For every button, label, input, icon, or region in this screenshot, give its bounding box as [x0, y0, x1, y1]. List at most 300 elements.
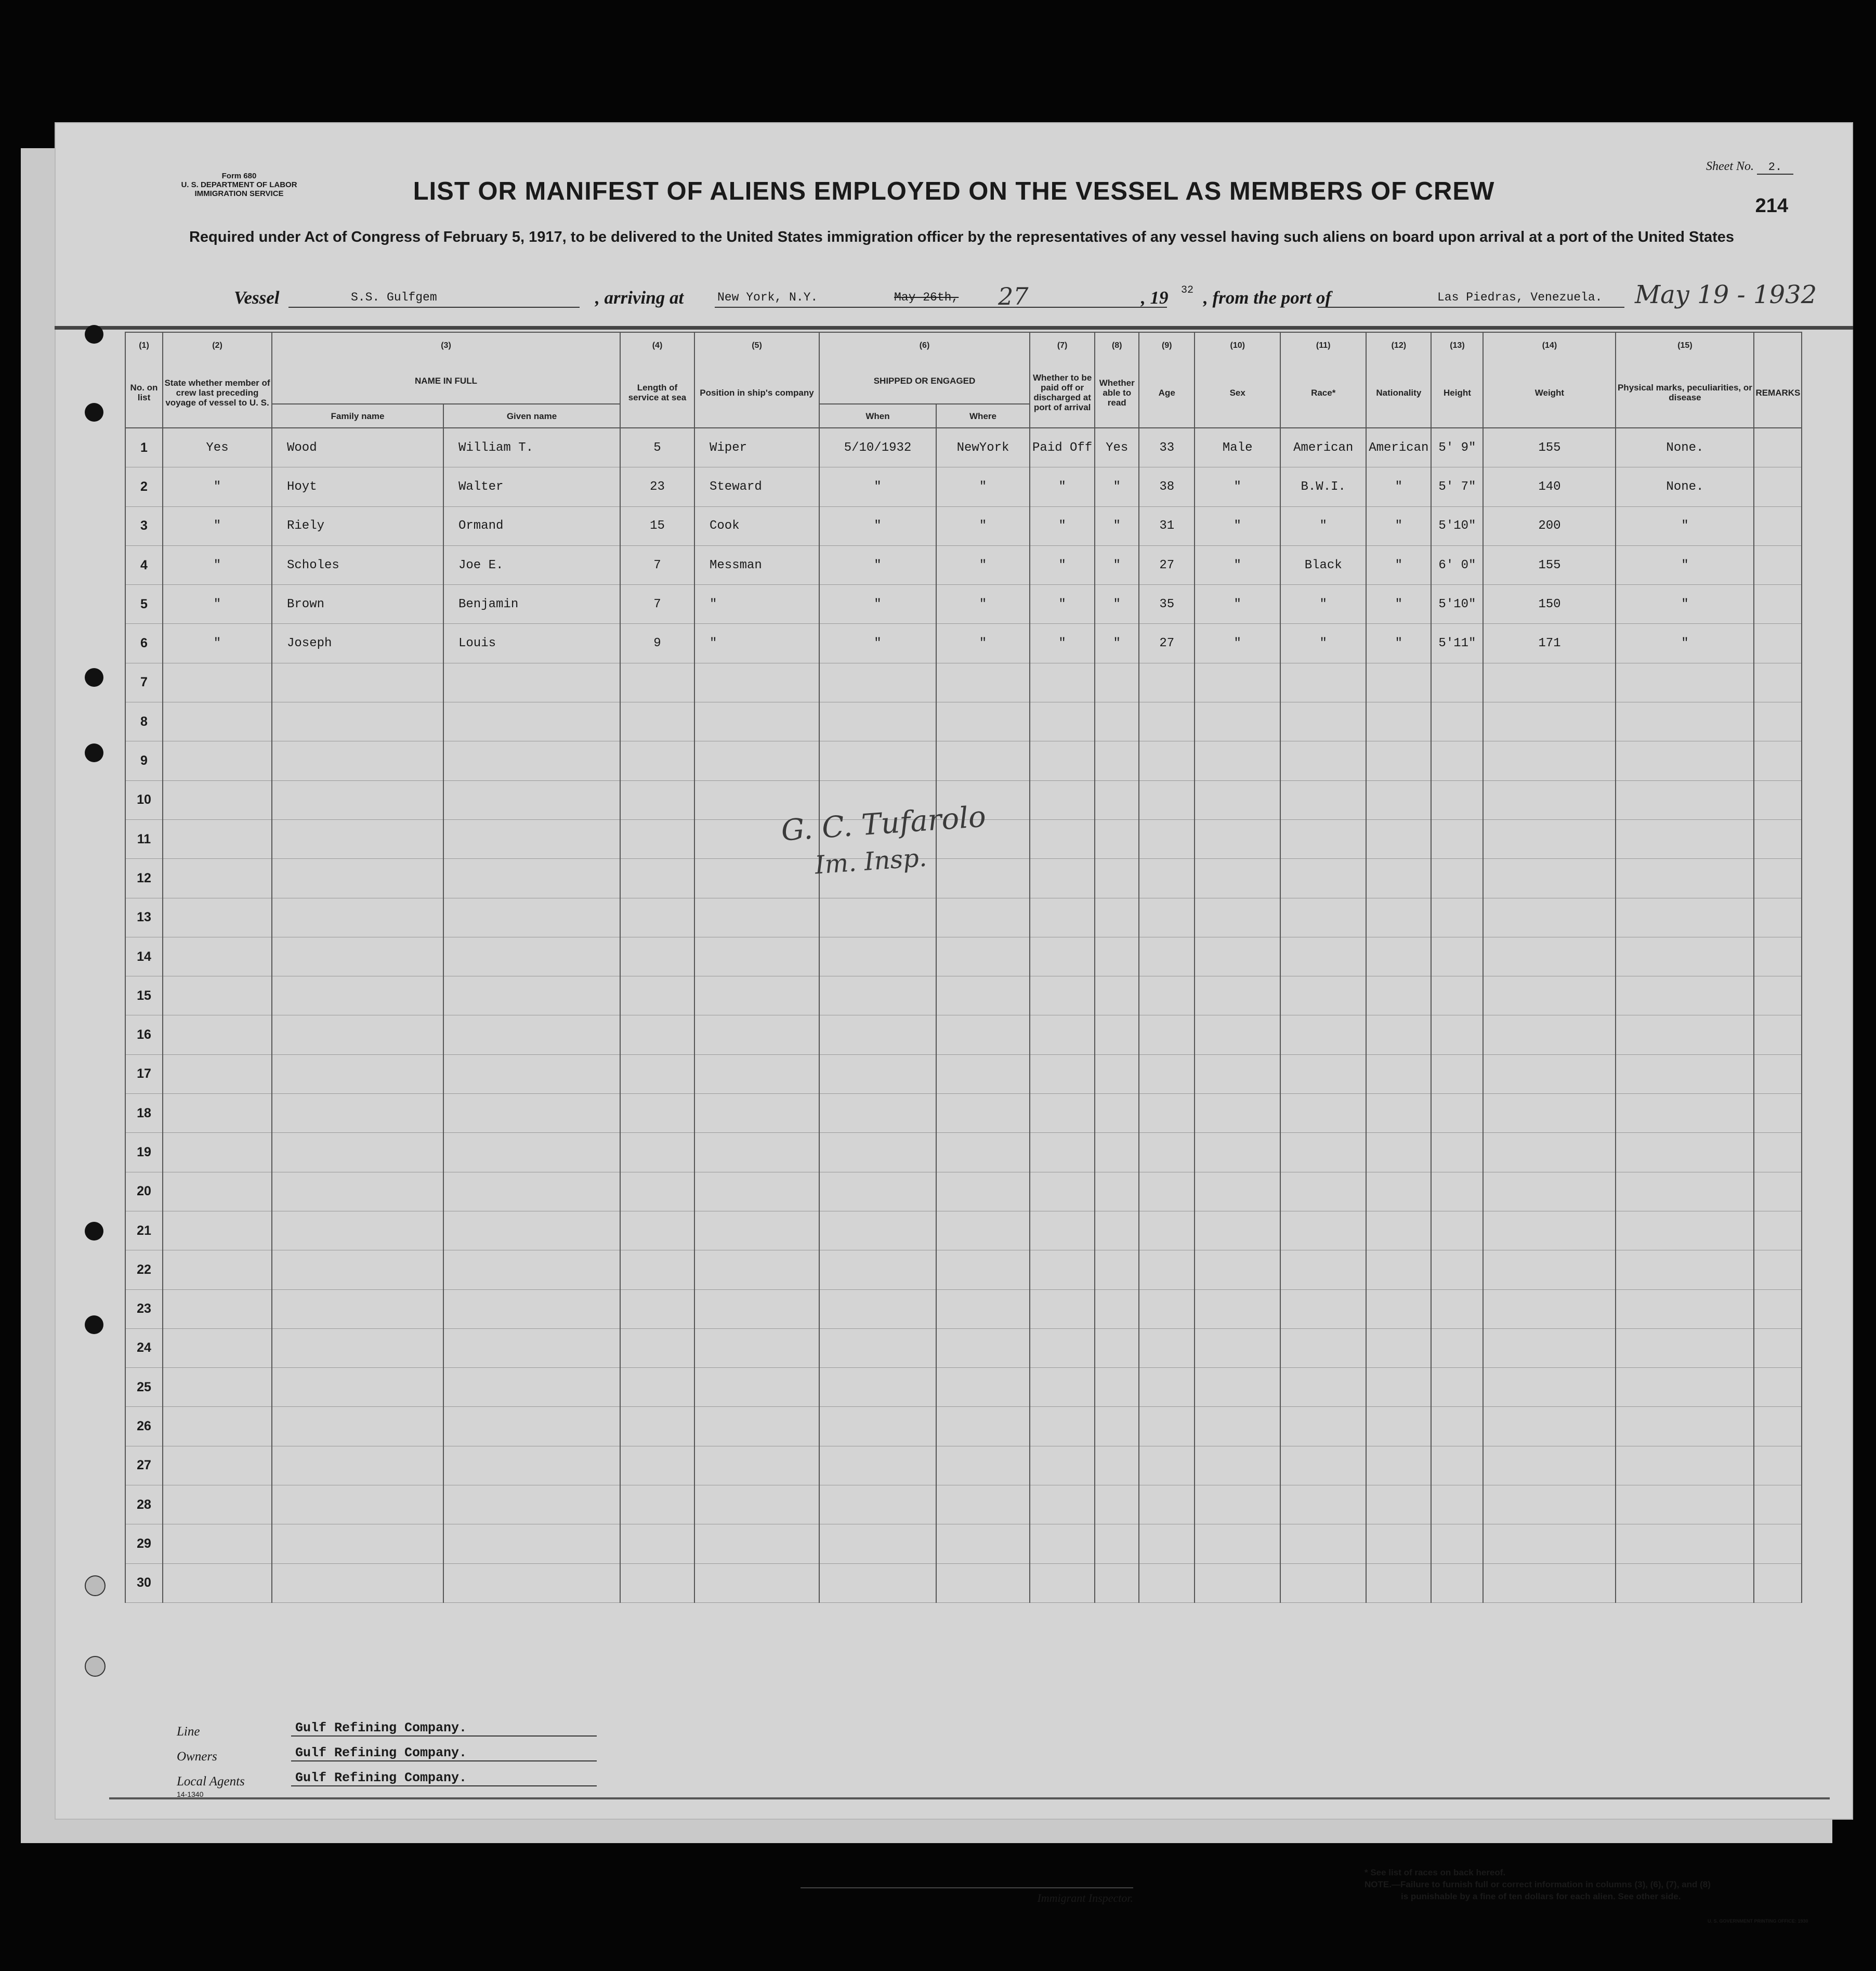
table-row — [125, 1563, 1802, 1602]
age-cell: 27 — [1139, 624, 1195, 663]
paid-off-cell — [1030, 937, 1095, 976]
shipped-when-cell: " — [819, 545, 936, 584]
shipped-when-cell: 5/10/1932 — [819, 428, 936, 467]
age-cell — [1139, 1563, 1195, 1602]
weight-cell — [1483, 1133, 1616, 1172]
arriving-label: , arriving at — [595, 288, 684, 308]
paid-off-cell — [1030, 1250, 1095, 1289]
weight-cell — [1483, 1250, 1616, 1289]
position-cell: " — [694, 624, 819, 663]
given-name-cell — [443, 780, 620, 819]
shipped-where-cell — [936, 1524, 1030, 1563]
nationality-cell — [1366, 1289, 1431, 1328]
height-cell — [1431, 976, 1483, 1015]
signature-name: G. C. Tufarolo — [780, 800, 987, 848]
date-underline — [938, 307, 1167, 308]
position-cell: " — [694, 585, 819, 624]
table-row — [125, 741, 1802, 780]
vessel-label: Vessel — [234, 288, 280, 308]
given-name-cell — [443, 1407, 620, 1446]
given-name-cell — [443, 663, 620, 702]
physical-marks-cell — [1616, 1211, 1754, 1250]
shipped-when-cell — [819, 898, 936, 937]
sex-cell — [1195, 976, 1280, 1015]
family-name-cell — [272, 1407, 443, 1446]
col-num-1: (1) — [125, 332, 163, 358]
length-of-service-cell — [620, 819, 694, 858]
owners-value: Gulf Refining Company. — [291, 1745, 597, 1761]
height-cell: 5'10" — [1431, 585, 1483, 624]
length-of-service-cell: 23 — [620, 467, 694, 506]
length-of-service-cell — [620, 1250, 694, 1289]
shipped-when-cell — [819, 1563, 936, 1602]
agents-value: Gulf Refining Company. — [291, 1770, 597, 1786]
able-to-read-cell — [1095, 1250, 1139, 1289]
race-cell: Black — [1280, 545, 1366, 584]
shipped-where-cell: " — [936, 624, 1030, 663]
position-cell — [694, 1485, 819, 1524]
note-penalty-2: is punishable by a fine of ten dollars for each alien. See other side. — [1401, 1891, 1681, 1901]
age-cell: 27 — [1139, 545, 1195, 584]
family-name-cell — [272, 1054, 443, 1093]
height-cell — [1431, 1054, 1483, 1093]
sex-cell — [1195, 663, 1280, 702]
age-cell — [1139, 663, 1195, 702]
arrival-date-handwritten: 27 — [998, 282, 1029, 310]
family-name-cell — [272, 1015, 443, 1054]
paid-off-cell — [1030, 976, 1095, 1015]
weight-cell — [1483, 663, 1616, 702]
row-number-cell: 10 — [125, 780, 163, 819]
row-number-cell: 1 — [125, 428, 163, 467]
vessel-name: S.S. Gulfgem — [351, 291, 437, 304]
race-cell: American — [1280, 428, 1366, 467]
row-number-cell: 15 — [125, 976, 163, 1015]
sex-cell: " — [1195, 506, 1280, 545]
sex-cell — [1195, 1446, 1280, 1485]
col-num-6: (6) — [819, 332, 1030, 358]
col-num-11: (11) — [1280, 332, 1366, 358]
table-row — [125, 976, 1802, 1015]
shipped-where-cell — [936, 663, 1030, 702]
weight-cell — [1483, 976, 1616, 1015]
row-number-cell: 20 — [125, 1172, 163, 1211]
able-to-read-cell — [1095, 976, 1139, 1015]
row-number-cell: 3 — [125, 506, 163, 545]
given-name-cell — [443, 1133, 620, 1172]
weight-cell — [1483, 1328, 1616, 1367]
position-cell — [694, 1211, 819, 1250]
shipped-when-cell — [819, 1446, 936, 1485]
age-cell — [1139, 1485, 1195, 1524]
weight-cell: 200 — [1483, 506, 1616, 545]
page-title: LIST OR MANIFEST OF ALIENS EMPLOYED ON THE VESSEL AS MEMBERS OF CREW — [413, 177, 1495, 205]
shipped-when-cell — [819, 741, 936, 780]
length-of-service-cell — [620, 1563, 694, 1602]
race-cell: B.W.I. — [1280, 467, 1366, 506]
able-to-read-cell — [1095, 741, 1139, 780]
physical-marks-cell — [1616, 702, 1754, 741]
previous-voyage-cell — [163, 937, 272, 976]
length-of-service-cell — [620, 1328, 694, 1367]
given-name-cell — [443, 1094, 620, 1133]
weight-cell: 171 — [1483, 624, 1616, 663]
height-cell — [1431, 741, 1483, 780]
given-name-cell — [443, 859, 620, 898]
race-cell — [1280, 1211, 1366, 1250]
shipped-where-cell: " — [936, 585, 1030, 624]
shipped-where-cell: " — [936, 467, 1030, 506]
nationality-cell — [1366, 1485, 1431, 1524]
position-cell — [694, 1015, 819, 1054]
age-cell — [1139, 780, 1195, 819]
sex-cell — [1195, 1172, 1280, 1211]
table-row — [125, 1172, 1802, 1211]
physical-marks-cell — [1616, 937, 1754, 976]
race-cell — [1280, 859, 1366, 898]
height-cell — [1431, 1446, 1483, 1485]
weight-cell — [1483, 1211, 1616, 1250]
remarks-cell — [1754, 428, 1802, 467]
table-row — [125, 1054, 1802, 1093]
sex-cell — [1195, 819, 1280, 858]
position-cell — [694, 1094, 819, 1133]
position-cell — [694, 1524, 819, 1563]
given-name-cell — [443, 741, 620, 780]
table-row — [125, 428, 1802, 467]
nationality-cell — [1366, 1054, 1431, 1093]
row-number-cell: 29 — [125, 1524, 163, 1563]
position-cell — [694, 976, 819, 1015]
nationality-cell — [1366, 1407, 1431, 1446]
given-name-cell — [443, 1485, 620, 1524]
position-cell — [694, 1289, 819, 1328]
family-name-cell: Riely — [272, 506, 443, 545]
remarks-cell — [1754, 1485, 1802, 1524]
header-physical: Physical marks, peculiarities, or disease — [1616, 358, 1754, 428]
paid-off-cell — [1030, 1289, 1095, 1328]
port-underline — [715, 307, 943, 308]
sex-cell — [1195, 1368, 1280, 1407]
length-of-service-cell: 5 — [620, 428, 694, 467]
sex-cell — [1195, 1328, 1280, 1367]
table-row — [125, 1368, 1802, 1407]
nationality-cell — [1366, 1094, 1431, 1133]
col-num-remarks — [1754, 332, 1802, 358]
position-cell — [694, 1250, 819, 1289]
shipped-when-cell — [819, 937, 936, 976]
header-weight: Weight — [1483, 358, 1616, 428]
able-to-read-cell — [1095, 663, 1139, 702]
nationality-cell — [1366, 1211, 1431, 1250]
previous-voyage-cell — [163, 1172, 272, 1211]
page-number: 214 — [1755, 195, 1788, 217]
family-name-cell: Scholes — [272, 545, 443, 584]
position-cell — [694, 1054, 819, 1093]
nationality-cell — [1366, 1172, 1431, 1211]
height-cell: 6' 0" — [1431, 545, 1483, 584]
remarks-cell — [1754, 780, 1802, 819]
length-of-service-cell: 7 — [620, 545, 694, 584]
row-number-cell: 4 — [125, 545, 163, 584]
nationality-cell: " — [1366, 545, 1431, 584]
footer-line-row — [177, 1720, 467, 1739]
age-cell — [1139, 702, 1195, 741]
shipped-where-cell: " — [936, 545, 1030, 584]
owners-label: Owners — [177, 1750, 217, 1764]
shipped-when-cell — [819, 976, 936, 1015]
paid-off-cell — [1030, 819, 1095, 858]
given-name-cell — [443, 1563, 620, 1602]
weight-cell: 140 — [1483, 467, 1616, 506]
table-row — [125, 624, 1802, 663]
position-cell: Steward — [694, 467, 819, 506]
position-cell: Cook — [694, 506, 819, 545]
from-label: , from the port of — [1203, 288, 1331, 308]
nationality-cell: American — [1366, 428, 1431, 467]
race-cell — [1280, 898, 1366, 937]
crew-table-body — [125, 428, 1802, 1602]
row-number-cell: 8 — [125, 702, 163, 741]
table-row — [125, 1094, 1802, 1133]
header-no-on-list: No. on list — [125, 358, 163, 428]
given-name-cell: Joe E. — [443, 545, 620, 584]
age-cell — [1139, 898, 1195, 937]
nationality-cell — [1366, 819, 1431, 858]
length-of-service-cell — [620, 898, 694, 937]
remarks-cell — [1754, 1407, 1802, 1446]
height-cell — [1431, 859, 1483, 898]
shipped-where-cell — [936, 1133, 1030, 1172]
height-cell — [1431, 1211, 1483, 1250]
shipped-where-cell — [936, 1563, 1030, 1602]
length-of-service-cell — [620, 663, 694, 702]
family-name-cell — [272, 741, 443, 780]
sex-cell — [1195, 1485, 1280, 1524]
col-num-8: (8) — [1095, 332, 1139, 358]
row-number-cell: 25 — [125, 1368, 163, 1407]
height-cell — [1431, 1328, 1483, 1367]
col-num-7: (7) — [1030, 332, 1095, 358]
col-num-13: (13) — [1431, 332, 1483, 358]
paid-off-cell — [1030, 702, 1095, 741]
from-underline — [1318, 307, 1624, 308]
height-cell: 5' 7" — [1431, 467, 1483, 506]
physical-marks-cell — [1616, 741, 1754, 780]
given-name-cell — [443, 937, 620, 976]
family-name-cell — [272, 1094, 443, 1133]
physical-marks-cell — [1616, 663, 1754, 702]
row-number-cell: 22 — [125, 1250, 163, 1289]
header-given-name: Given name — [443, 404, 620, 428]
position-cell — [694, 1328, 819, 1367]
given-name-cell: William T. — [443, 428, 620, 467]
nationality-cell: " — [1366, 624, 1431, 663]
remarks-cell — [1754, 1368, 1802, 1407]
shipped-when-cell — [819, 1094, 936, 1133]
header-last-voyage: State whether member of crew last preceding voyage of vessel to U. S. — [163, 358, 272, 428]
weight-cell — [1483, 780, 1616, 819]
physical-marks-cell: " — [1616, 506, 1754, 545]
header-nationality: Nationality — [1366, 358, 1431, 428]
paid-off-cell — [1030, 1524, 1095, 1563]
race-cell — [1280, 937, 1366, 976]
able-to-read-cell: " — [1095, 506, 1139, 545]
shipped-when-cell — [819, 702, 936, 741]
age-cell — [1139, 741, 1195, 780]
physical-marks-cell — [1616, 859, 1754, 898]
shipped-where-cell — [936, 1485, 1030, 1524]
height-cell: 5' 9" — [1431, 428, 1483, 467]
manifest-sheet — [55, 122, 1853, 1924]
service: IMMIGRATION SERVICE — [194, 189, 284, 198]
physical-marks-cell — [1616, 1250, 1754, 1289]
binder-hole — [85, 743, 103, 762]
header-when: When — [819, 404, 936, 428]
position-cell — [694, 1563, 819, 1602]
race-cell — [1280, 1328, 1366, 1367]
shipped-where-cell — [936, 1211, 1030, 1250]
length-of-service-cell — [620, 1094, 694, 1133]
remarks-cell — [1754, 1289, 1802, 1328]
weight-cell — [1483, 1289, 1616, 1328]
paid-off-cell — [1030, 1172, 1095, 1211]
race-cell — [1280, 1407, 1366, 1446]
sex-cell: " — [1195, 624, 1280, 663]
col-num-2: (2) — [163, 332, 272, 358]
previous-voyage-cell: " — [163, 545, 272, 584]
remarks-cell — [1754, 1094, 1802, 1133]
arrival-port: New York, N.Y. — [717, 291, 818, 304]
sheet-number-label: Sheet No. — [1706, 160, 1754, 173]
sex-cell — [1195, 1133, 1280, 1172]
row-number-cell: 18 — [125, 1094, 163, 1133]
able-to-read-cell: " — [1095, 585, 1139, 624]
given-name-cell — [443, 1211, 620, 1250]
physical-marks-cell — [1616, 1133, 1754, 1172]
agents-label: Local Agents — [177, 1774, 245, 1789]
row-number-cell: 27 — [125, 1446, 163, 1485]
department: U. S. DEPARTMENT OF LABOR — [181, 180, 297, 189]
weight-cell: 155 — [1483, 545, 1616, 584]
header-sex: Sex — [1195, 358, 1280, 428]
paid-off-cell — [1030, 663, 1095, 702]
given-name-cell — [443, 1054, 620, 1093]
nationality-cell — [1366, 976, 1431, 1015]
age-cell: 31 — [1139, 506, 1195, 545]
race-cell — [1280, 741, 1366, 780]
shipped-when-cell: " — [819, 506, 936, 545]
physical-marks-cell — [1616, 1054, 1754, 1093]
footer-owners-row — [177, 1745, 467, 1764]
height-cell — [1431, 819, 1483, 858]
given-name-cell: Walter — [443, 467, 620, 506]
height-cell — [1431, 937, 1483, 976]
paid-off-cell — [1030, 1054, 1095, 1093]
race-cell: " — [1280, 624, 1366, 663]
shipped-where-cell — [936, 1015, 1030, 1054]
table-row — [125, 1446, 1802, 1485]
remarks-cell — [1754, 545, 1802, 584]
family-name-cell — [272, 976, 443, 1015]
remarks-cell — [1754, 467, 1802, 506]
header-age: Age — [1139, 358, 1195, 428]
weight-cell — [1483, 819, 1616, 858]
sex-cell — [1195, 1563, 1280, 1602]
family-name-cell — [272, 1211, 443, 1250]
sex-cell — [1195, 1094, 1280, 1133]
able-to-read-cell — [1095, 898, 1139, 937]
remarks-cell — [1754, 1328, 1802, 1367]
physical-marks-cell — [1616, 898, 1754, 937]
shipped-when-cell — [819, 1407, 936, 1446]
sheet-number — [1706, 160, 1793, 175]
row-number-cell: 7 — [125, 663, 163, 702]
physical-marks-cell: None. — [1616, 467, 1754, 506]
table-row — [125, 702, 1802, 741]
vessel-underline — [288, 307, 580, 308]
physical-marks-cell — [1616, 1289, 1754, 1328]
age-cell — [1139, 1015, 1195, 1054]
header-rule — [55, 326, 1853, 330]
race-cell — [1280, 780, 1366, 819]
length-of-service-cell — [620, 976, 694, 1015]
header-height: Height — [1431, 358, 1483, 428]
race-cell — [1280, 1133, 1366, 1172]
physical-marks-cell — [1616, 780, 1754, 819]
weight-cell — [1483, 741, 1616, 780]
weight-cell — [1483, 1094, 1616, 1133]
paid-off-cell: Paid Off — [1030, 428, 1095, 467]
shipped-when-cell: " — [819, 467, 936, 506]
physical-marks-cell — [1616, 819, 1754, 858]
physical-marks-cell — [1616, 1015, 1754, 1054]
row-number-cell: 24 — [125, 1328, 163, 1367]
race-cell — [1280, 1524, 1366, 1563]
col-num-15: (15) — [1616, 332, 1754, 358]
row-number-cell: 16 — [125, 1015, 163, 1054]
table-row — [125, 1485, 1802, 1524]
row-number-cell: 13 — [125, 898, 163, 937]
able-to-read-cell: Yes — [1095, 428, 1139, 467]
length-of-service-cell — [620, 1524, 694, 1563]
header-family-name: Family name — [272, 404, 443, 428]
length-of-service-cell — [620, 1289, 694, 1328]
able-to-read-cell — [1095, 1407, 1139, 1446]
shipped-where-cell — [936, 1250, 1030, 1289]
able-to-read-cell — [1095, 1328, 1139, 1367]
height-cell — [1431, 1368, 1483, 1407]
shipped-where-cell — [936, 1407, 1030, 1446]
length-of-service-cell — [620, 1133, 694, 1172]
weight-cell — [1483, 1446, 1616, 1485]
table-row — [125, 1289, 1802, 1328]
able-to-read-cell — [1095, 1133, 1139, 1172]
footer-agents-row — [177, 1770, 467, 1798]
printer-imprint: U. S. GOVERNMENT PRINTING OFFICE: 1930 — [1708, 1918, 1808, 1924]
row-number-cell: 11 — [125, 819, 163, 858]
sex-cell: " — [1195, 467, 1280, 506]
length-of-service-cell — [620, 1054, 694, 1093]
family-name-cell — [272, 1289, 443, 1328]
remarks-cell — [1754, 702, 1802, 741]
binder-hole — [85, 1222, 103, 1241]
remarks-cell — [1754, 1133, 1802, 1172]
table-row — [125, 506, 1802, 545]
family-name-cell — [272, 1250, 443, 1289]
table-row — [125, 1015, 1802, 1054]
remarks-cell — [1754, 585, 1802, 624]
